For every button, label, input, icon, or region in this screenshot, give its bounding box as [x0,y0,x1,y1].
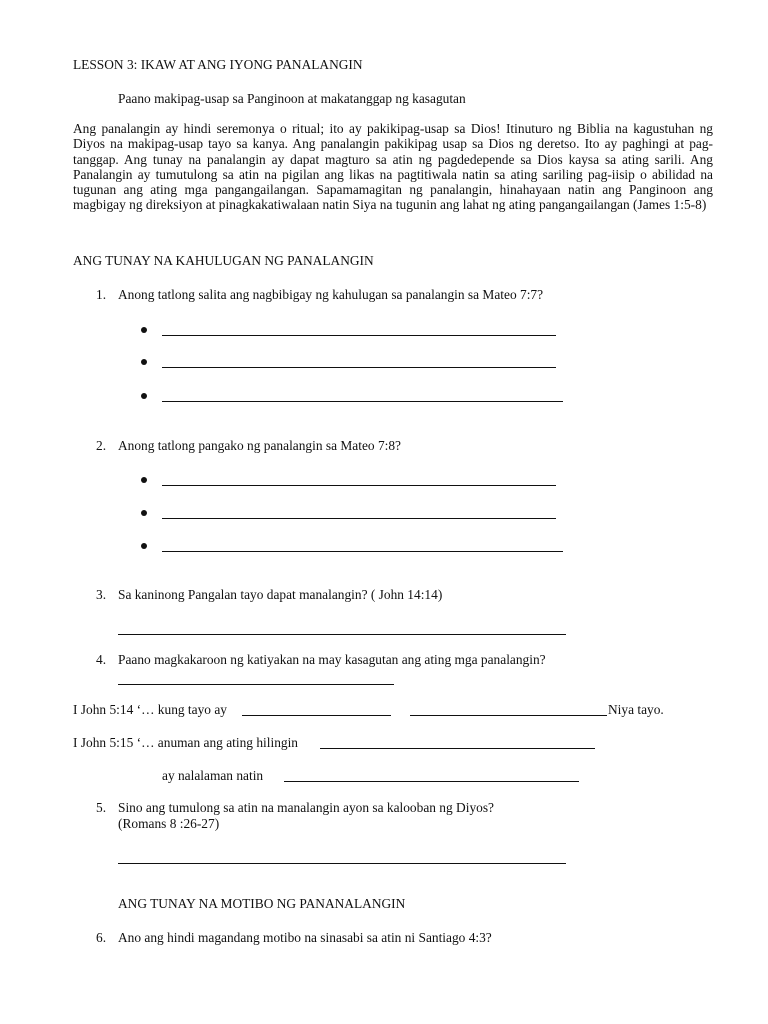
question-6-text: Ano ang hindi magandang motibo na sinasabi sa atin ni Santiago 4:3? [118,930,492,945]
bullet-icon [141,359,147,365]
bullet-icon [141,477,147,483]
question-2-number: 2. [96,438,107,453]
answer-line-q2-a[interactable] [162,485,556,486]
question-3-number: 3. [96,587,107,602]
john-5-14-prefix: I John 5:14 ‘… kung tayo ay [73,702,227,717]
question-1-number: 1. [96,287,107,302]
answer-line-q3[interactable] [118,634,566,635]
intro-paragraph: Ang panalangin ay hindi seremonya o ritual; ito ay pakikipag-usap sa Dios! Itinuturo ng Biblia na kagustuhan ng Diyos na makipag-usap tayo sa kanya. Ang panalangin pakikipag usap sa Dios ng deretso. Ito ay paghingi at pag-tanggap. Ang tunay na panalangin ay dapat magturo sa atin ng pagdedepende sa Dios kaysa sa ating sarili. Ang Panalangin ay tumutulong sa atin na pigilan ang likas na pagtitiwala natin sa ating sariling pag-iisip o abilidad na tugunan ang ating mga pangangailangan. Sapamamagitan ng panalangin, hinahayaan natin ang Panginoon ang magbigay ng direksiyon at pinagkakatiwalaan natin Siya na tugunin ang lahat ng ating pangangailangan (James 1:5-8) [73,121,713,213]
question-4-number: 4. [96,652,107,667]
bullet-icon [141,327,147,333]
question-6-number: 6. [96,930,107,945]
john-5-15-prefix: I John 5:15 ‘… anuman ang ating hilingin [73,735,299,750]
question-5-reference: (Romans 8 :26-27) [118,816,220,831]
lesson-subtitle: Paano makipag-usap sa Panginoon at makatanggap ng kasagutan [118,91,466,106]
answer-line-q2-b[interactable] [162,518,556,519]
section-heading-motibo: ANG TUNAY NA MOTIBO NG PANANALANGIN [118,896,406,911]
section-heading-kahulugan: ANG TUNAY NA KAHULUGAN NG PANALANGIN [73,253,374,268]
answer-line-q4[interactable] [118,684,394,685]
bullet-icon [141,510,147,516]
question-4-text: Paano magkakaroon ng katiyakan na may kasagutan ang ating mga panalangin? [118,652,546,667]
answer-line-q1-b[interactable] [162,367,556,368]
question-2-text: Anong tatlong pangako ng panalangin sa Mateo 7:8? [118,438,401,453]
john-5-15-line2: ay nalalaman natin [162,768,264,783]
answer-line-john-5-14-a[interactable] [242,715,391,716]
question-1-text: Anong tatlong salita ang nagbibigay ng kahulugan sa panalangin sa Mateo 7:7? [118,287,544,302]
answer-line-q1-a[interactable] [162,335,556,336]
answer-line-john-5-14-b[interactable] [410,715,607,716]
answer-line-q5[interactable] [118,863,566,864]
answer-line-q1-c[interactable] [162,401,563,402]
bullet-icon [141,393,147,399]
answer-line-john-5-15-a[interactable] [320,748,595,749]
john-5-14-suffix: Niya tayo. [608,702,664,717]
bullet-icon [141,543,147,549]
question-3-text: Sa kaninong Pangalan tayo dapat manalangin? ( John 14:14) [118,587,443,602]
answer-line-q2-c[interactable] [162,551,563,552]
question-5-number: 5. [96,800,107,815]
answer-line-john-5-15-b[interactable] [284,781,579,782]
lesson-title: LESSON 3: IKAW AT ANG IYONG PANALANGIN [73,57,363,72]
question-5-text: Sino ang tumulong sa atin na manalangin ayon sa kalooban ng Diyos? [118,800,494,815]
